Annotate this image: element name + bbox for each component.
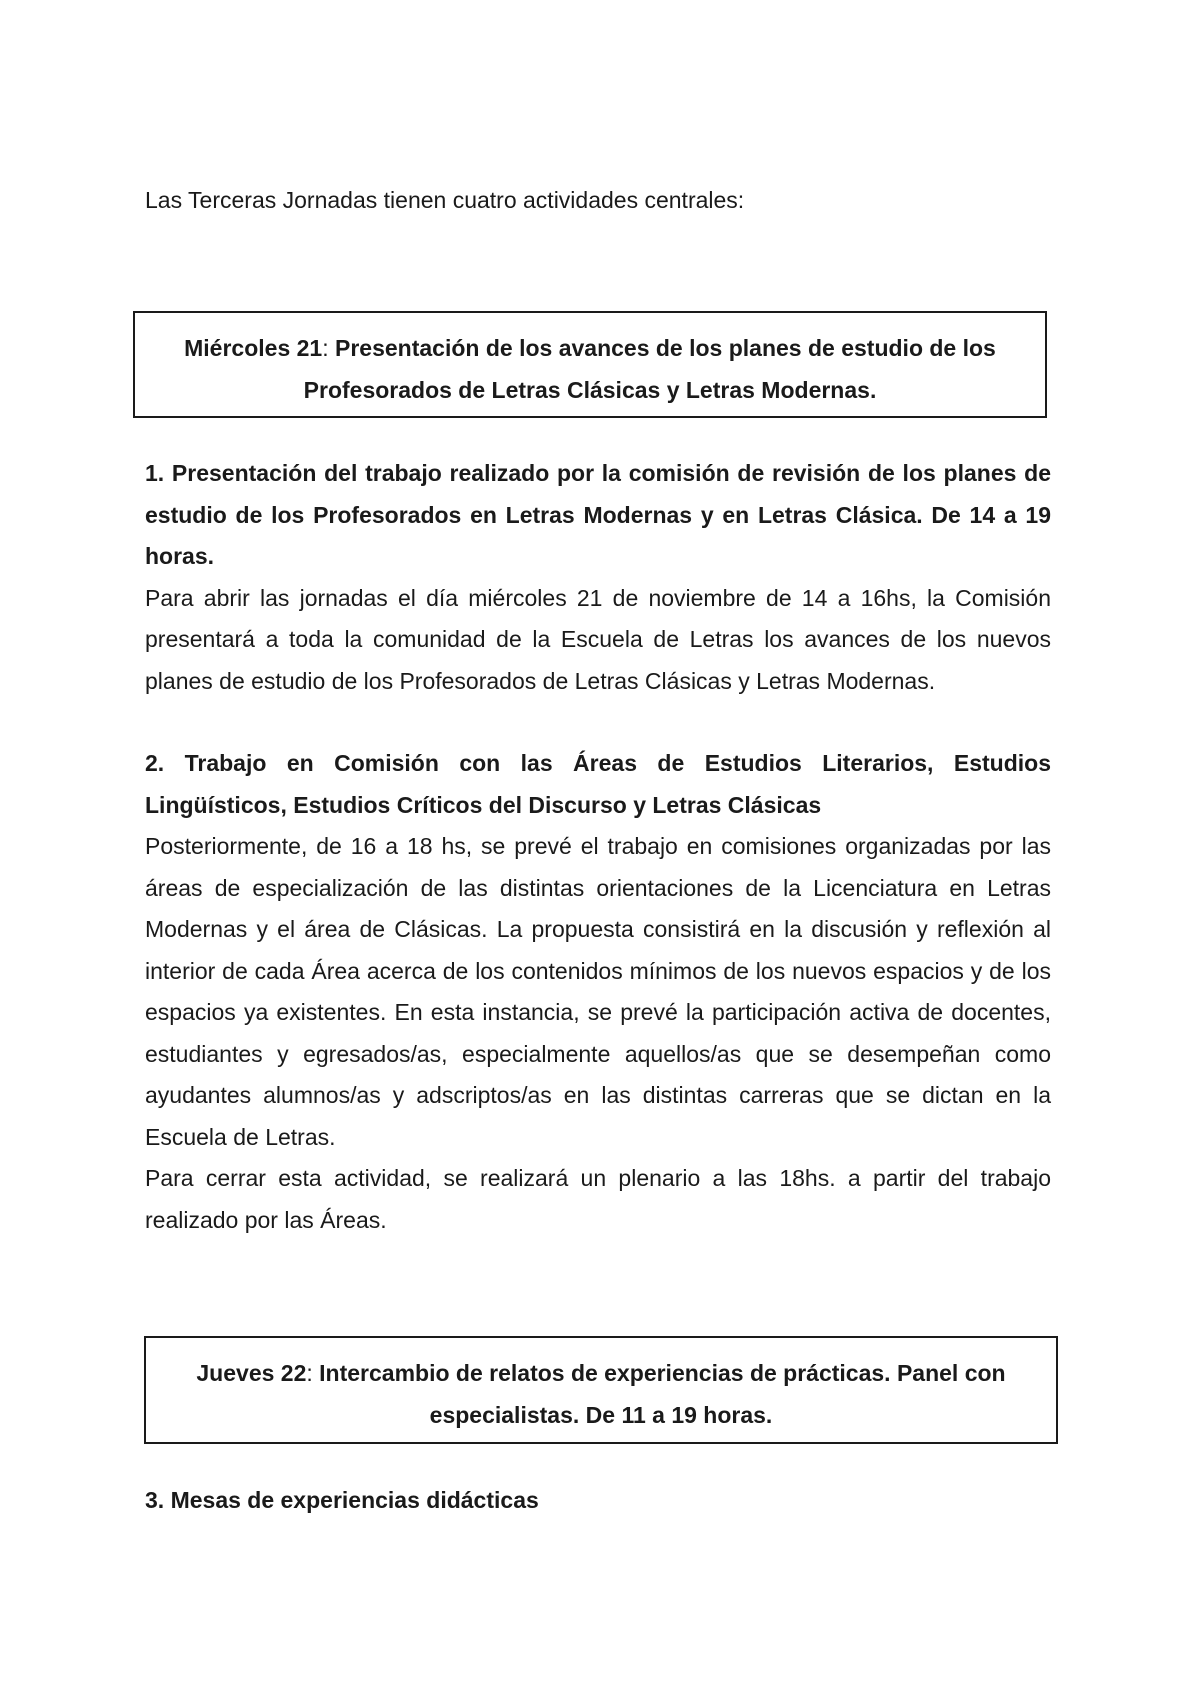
day-title: Intercambio de relatos de experiencias de prácticas. Panel con especialistas. De 11 a 19 horas.: [312, 1360, 1006, 1428]
intro-text: Las Terceras Jornadas tienen cuatro actividades centrales:: [145, 187, 745, 213]
section-heading: 1. Presentación del trabajo realizado por la comisión de revisión de los planes de estudio de los Profesorados en Letras Modernas y en Letras Clásica. De 14 a 19 horas.: [145, 460, 1051, 569]
section-heading: 3. Mesas de experiencias didácticas: [145, 1487, 539, 1513]
day-label: Jueves 22: [196, 1360, 307, 1386]
section-paragraph: Posteriormente, de 16 a 18 hs, se prevé el trabajo en comisiones organizadas por las áreas de especialización de las distintas orientaciones de la Licenciatura en Letras Modernas y el área de Clásicas. La propuesta consistirá en la discusión y reflexión al interior de cada Área acerca de los contenidos mínimos de los nuevos espacios y de los espacios ya existentes. En esta instancia, se prevé la participación activa de docentes, estudiantes y egresados/as, especialmente aquellos/as que se desempeñan como ayudantes alumnos/as y adscriptos/as en las distintas carreras que se dictan en la Escuela de Letras.: [145, 833, 1051, 1150]
day-label: Miércoles 21: [184, 335, 323, 361]
section-3: [145, 1480, 1051, 1522]
section-paragraph: Para cerrar esta actividad, se realizará un plenario a las 18hs. a partir del trabajo realizado por las Áreas.: [145, 1165, 1051, 1233]
day-title: Presentación de los avances de los planes de estudio de los Profesorados de Letras Clásicas y Letras Modernas.: [303, 335, 996, 403]
day-colon: :: [322, 335, 329, 361]
day-colon: :: [306, 1360, 313, 1386]
section-paragraph: Para abrir las jornadas el día miércoles 21 de noviembre de 14 a 16hs, la Comisión presentará a toda la comunidad de la Escuela de Letras los avances de los nuevos planes de estudio de los Profesorados de Letras Clásicas y Letras Modernas.: [145, 584, 1051, 694]
day-box-wednesday: [133, 311, 1047, 418]
day-box-thursday: [144, 1336, 1058, 1444]
section-2: [145, 743, 1051, 1241]
section-1: [145, 453, 1051, 702]
section-heading: 2. Trabajo en Comisión con las Áreas de Estudios Literarios, Estudios Lingüísticos, Estudios Críticos del Discurso y Letras Clásicas: [145, 750, 1051, 818]
